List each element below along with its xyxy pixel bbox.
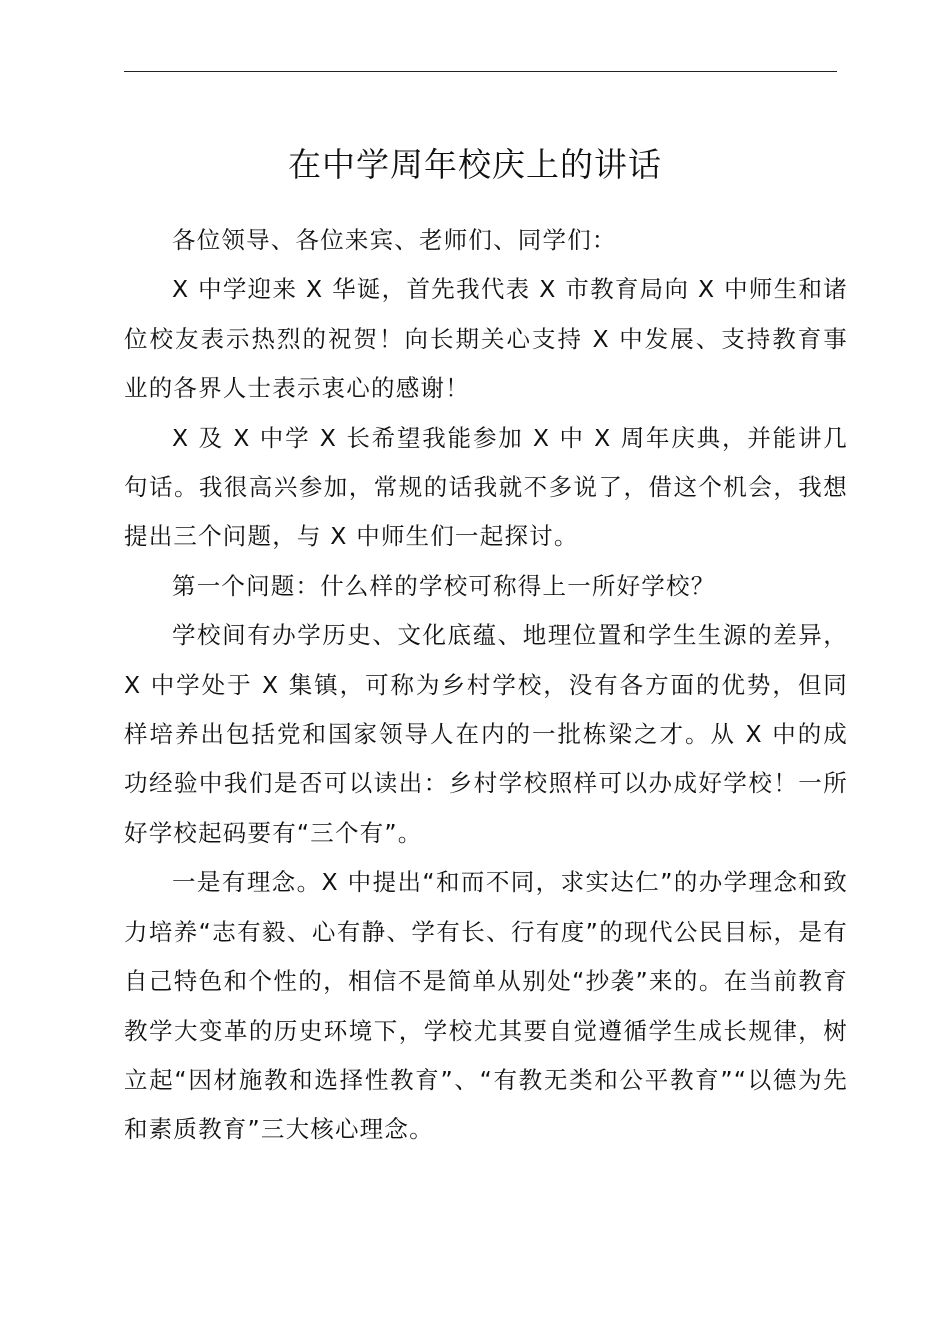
body-paragraph: X 中学迎来 X 华诞，首先我代表 X 市教育局向 X 中师生和诸位校友表示热烈的祝贺！向长期关心支持 X 中发展、支持教育事业的各界人士表示衷心的感谢！ (124, 275, 848, 403)
question-heading: 第一个问题：什么样的学校可称得上一所好学校？ (172, 571, 716, 600)
body-paragraph: 学校间有办学历史、文化底蕴、地理位置和学生生源的差异，X 中学处于 X 集镇，可称为乡村学校，没有各方面的优势，但同样培养出包括党和国家领导人在内的一批栋梁之才。从 X 中的成功经验中我们是否可以读出：乡村学校照样可以办成好学校！一所好学校起码要有“三个有”。 (124, 621, 848, 847)
salutation-paragraph: 各位领导、各位来宾、老师们、同学们： (172, 226, 617, 254)
header-rule (124, 71, 837, 72)
document-body (124, 216, 848, 1155)
body-paragraph: X 及 X 中学 X 长希望我能参加 X 中 X 周年庆典，并能讲几句话。我很高兴参加，常规的话我就不多说了，借这个机会，我想提出三个问题，与 X 中师生们一起探讨。 (124, 423, 848, 551)
body-paragraph: 一是有理念。X 中提出“和而不同，求实达仁”的办学理念和致力培养“志有毅、心有静、学有长、行有度”的现代公民目标，是有自己特色和个性的，相信不是简单从别处“抄袭”来的。在当前教育教学大变革的历史环境下，学校尤其要自觉遵循学生成长规律，树立起“因材施教和选择性教育”、“有教无类和公平教育”“以德为先和素质教育”三大核心理念。 (124, 868, 848, 1144)
document-title: 在中学周年校庆上的讲话 (288, 145, 662, 184)
